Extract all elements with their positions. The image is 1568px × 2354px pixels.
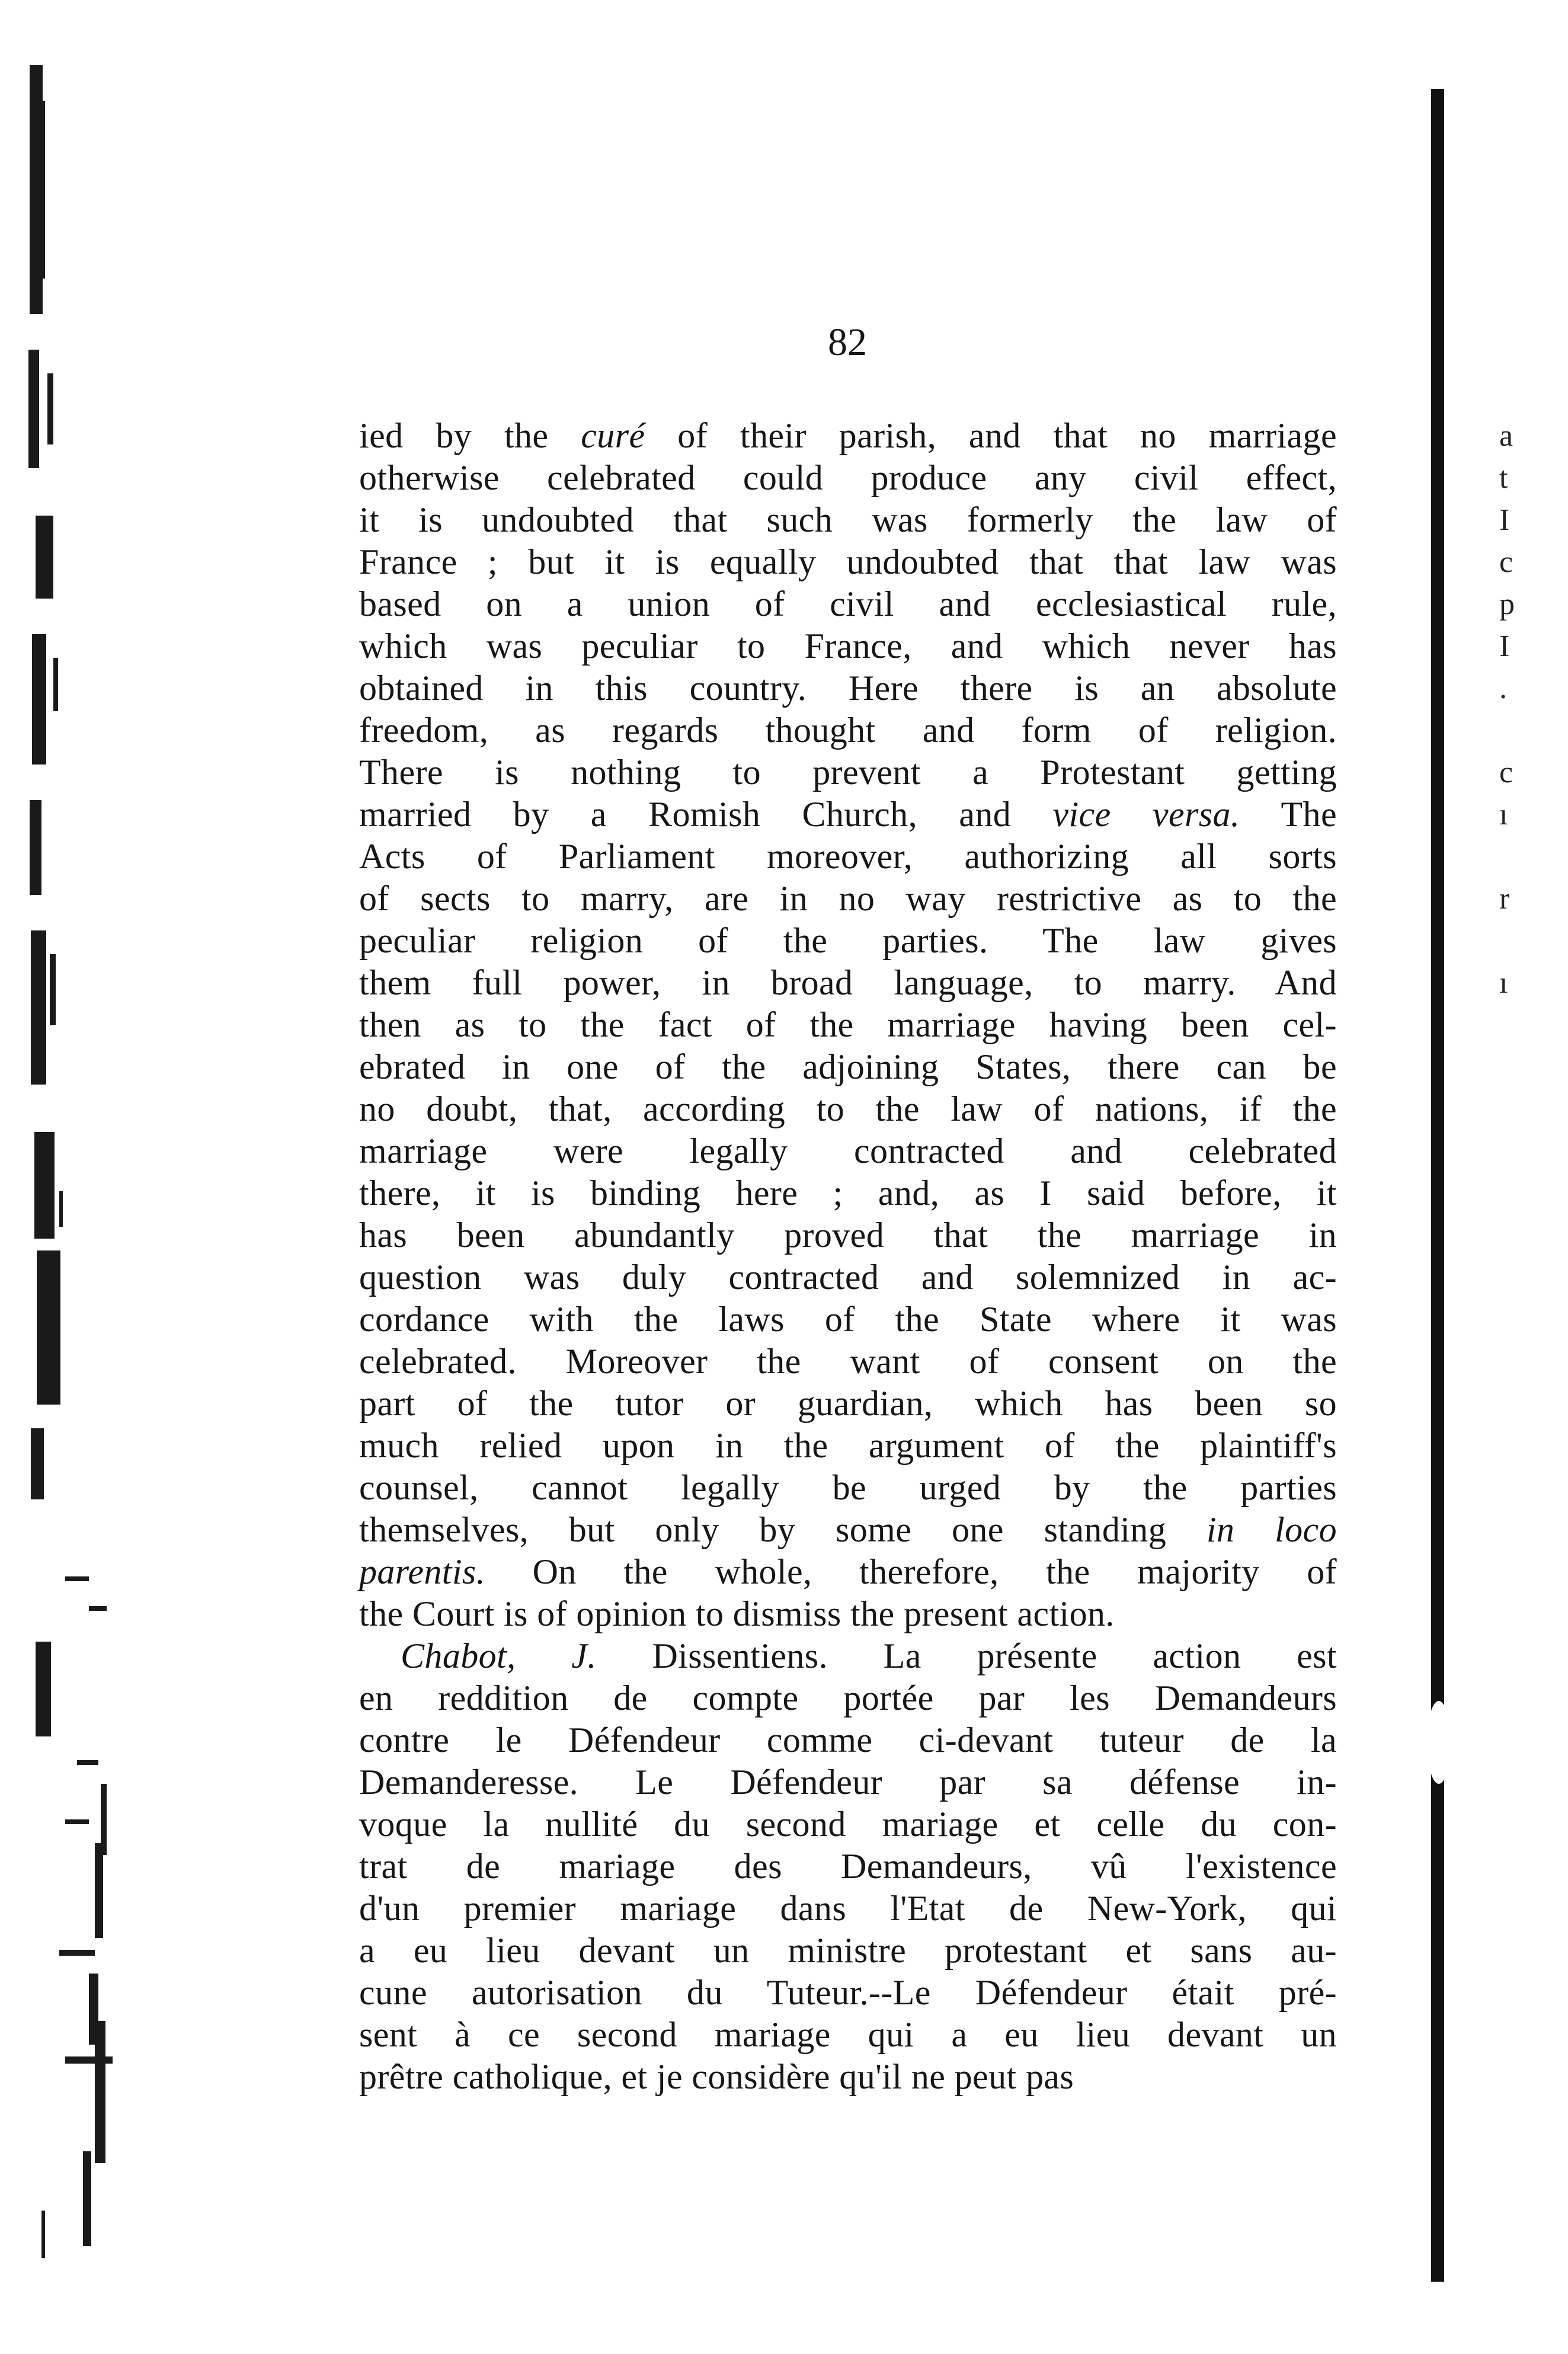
page-edge-notch — [1427, 1701, 1451, 1784]
text-run: France ; but it is equally undoubted that that law was — [359, 542, 1337, 581]
body-text — [359, 415, 1337, 2098]
text-run: married by a Romish Church, and — [359, 795, 1053, 834]
text-line — [359, 1004, 1337, 1046]
text-run: of sects to marry, are in no way restrictive as to the — [359, 879, 1337, 918]
text-run: d'un premier mariage dans l'Etat de New-York, qui — [359, 1889, 1337, 1928]
text-run: question was duly contracted and solemnized in ac- — [359, 1258, 1337, 1297]
text-line — [359, 1593, 1337, 1635]
text-run: a eu lieu devant un ministre protestant et sans au- — [359, 1931, 1337, 1970]
text-run: the Court is of opinion to dismiss the present action. — [359, 1594, 1115, 1633]
text-run: based on a union of civil and ecclesiastical rule, — [359, 584, 1337, 623]
text-line — [359, 1256, 1337, 1298]
gutter-mark — [53, 658, 58, 711]
text-line — [359, 1425, 1337, 1467]
text-line — [359, 1214, 1337, 1256]
italic-run: curé — [581, 416, 645, 455]
text-run: en reddition de compte portée par les Demandeurs — [359, 1678, 1337, 1717]
text-line — [359, 920, 1337, 962]
text-run: part of the tutor or guardian, which has been so — [359, 1384, 1337, 1423]
facing-page-fragments — [1499, 415, 1547, 1956]
text-line — [359, 1298, 1337, 1341]
bleed-fragment — [1499, 836, 1547, 878]
text-line — [359, 1635, 1337, 1677]
text-line — [359, 1972, 1337, 2014]
text-run: ied by the — [359, 416, 581, 455]
text-run: There is nothing to prevent a Protestant getting — [359, 753, 1337, 792]
text-line — [359, 794, 1337, 836]
bleed-fragment: p — [1499, 587, 1515, 621]
text-line — [359, 667, 1337, 709]
text-line — [359, 1719, 1337, 1761]
bleed-fragment: . — [1499, 671, 1507, 705]
bleed-fragment: I — [1499, 503, 1510, 537]
text-line — [359, 878, 1337, 920]
text-line — [359, 415, 1337, 457]
text-line — [359, 2014, 1337, 2056]
gutter-mark — [36, 1642, 51, 1736]
gutter-mark — [36, 516, 53, 599]
text-run: there, it is binding here ; and, as I said before, it — [359, 1173, 1337, 1213]
text-line — [359, 1888, 1337, 1930]
gutter-mark — [59, 1950, 95, 1956]
bleed-fragment: c — [1499, 756, 1513, 789]
text-line — [359, 1383, 1337, 1425]
page-number: 82 — [828, 321, 867, 364]
text-run: it is undoubted that such was formerly the law of — [359, 500, 1337, 539]
text-run: counsel, cannot legally be urged by the parties — [359, 1468, 1337, 1507]
text-run: then as to the fact of the marriage having been cel- — [359, 1005, 1337, 1044]
gutter-mark — [89, 1606, 107, 1611]
text-run: Dissentiens. La présente action est — [596, 1636, 1337, 1675]
text-line — [359, 1130, 1337, 1172]
text-line — [359, 625, 1337, 667]
gutter-mark — [30, 800, 41, 895]
italic-run: Chabot, J. — [401, 1636, 597, 1675]
text-run: The — [1240, 795, 1337, 834]
gutter-mark — [34, 1132, 55, 1239]
text-run: cune autorisation du Tuteur.--Le Défendeur était pré- — [359, 1973, 1337, 2012]
text-line — [359, 583, 1337, 625]
text-line — [359, 457, 1337, 499]
gutter-mark — [41, 101, 45, 279]
text-run: contre le Défendeur comme ci-devant tuteur de la — [359, 1720, 1337, 1760]
gutter-mark — [30, 65, 43, 314]
text-run: which was peculiar to France, and which never has — [359, 626, 1337, 666]
text-run: celebrated. Moreover the want of consent on the — [359, 1342, 1337, 1381]
text-run: On the whole, therefore, the majority of — [485, 1552, 1337, 1591]
gutter-mark — [31, 1428, 44, 1499]
italic-run: in loco — [1206, 1510, 1337, 1549]
text-run: cordance with the laws of the State where it was — [359, 1300, 1337, 1339]
bleed-fragment: ı — [1499, 966, 1508, 1000]
text-line — [359, 1846, 1337, 1888]
text-line — [359, 1551, 1337, 1593]
text-line — [359, 1341, 1337, 1383]
text-run: trat de mariage des Demandeurs, vû l'existence — [359, 1847, 1337, 1886]
text-line — [359, 962, 1337, 1004]
text-line — [359, 1803, 1337, 1846]
gutter-mark — [41, 2211, 45, 2258]
text-line — [359, 836, 1337, 878]
text-line — [359, 1046, 1337, 1088]
gutter-mark — [31, 930, 46, 1085]
bleed-fragment: ı — [1499, 798, 1508, 831]
gutter-mark — [95, 1843, 103, 1938]
text-line — [359, 541, 1337, 583]
bleed-fragment — [1499, 709, 1547, 751]
text-run: Demanderesse. Le Défendeur par sa défense in- — [359, 1763, 1337, 1802]
gutter-mark — [32, 634, 46, 765]
gutter-mark — [65, 1576, 89, 1581]
text-run: Acts of Parliament moreover, authorizing all sorts — [359, 837, 1337, 876]
text-run: has been abundantly proved that the marriage in — [359, 1216, 1337, 1255]
text-line — [359, 1509, 1337, 1551]
text-line — [359, 1088, 1337, 1130]
text-run: of their parish, and that no marriage — [645, 416, 1337, 455]
text-line — [359, 1467, 1337, 1509]
text-run: no doubt, that, according to the law of nations, if the — [359, 1089, 1337, 1128]
italic-run: vice versa. — [1052, 795, 1240, 834]
page-edge-rule — [1431, 89, 1444, 2282]
text-run: otherwise celebrated could produce any civil effect, — [359, 458, 1337, 497]
text-run: much relied upon in the argument of the plaintiff's — [359, 1426, 1337, 1465]
gutter-mark — [95, 2021, 105, 2163]
gutter-mark — [83, 2151, 91, 2246]
italic-run: parentis. — [359, 1552, 486, 1591]
text-line — [359, 1930, 1337, 1972]
text-run: sent à ce second mariage qui a eu lieu devant un — [359, 2015, 1337, 2054]
gutter-mark — [47, 373, 53, 444]
bleed-fragment: a — [1499, 419, 1513, 453]
gutter-mark — [28, 350, 39, 468]
text-run: peculiar religion of the parties. The law gives — [359, 921, 1337, 960]
gutter-mark — [65, 1819, 89, 1824]
text-run: voque la nullité du second mariage et celle du con- — [359, 1805, 1337, 1844]
text-line — [359, 1761, 1337, 1803]
text-line — [359, 499, 1337, 541]
text-line — [359, 751, 1337, 794]
binding-gutter-shadow — [24, 65, 119, 2222]
gutter-mark — [77, 1760, 98, 1765]
gutter-mark — [65, 2056, 113, 2064]
bleed-fragment — [1499, 920, 1547, 962]
bleed-fragment: r — [1499, 882, 1510, 916]
bleed-fragment: t — [1499, 461, 1508, 495]
text-line — [359, 709, 1337, 751]
text-run: obtained in this country. Here there is an absolute — [359, 669, 1337, 708]
text-run: marriage were legally contracted and celebrated — [359, 1131, 1337, 1170]
text-line — [359, 1677, 1337, 1719]
text-run: freedom, as regards thought and form of religion. — [359, 711, 1337, 750]
text-line — [359, 1172, 1337, 1214]
gutter-mark — [37, 1250, 60, 1405]
text-run: themselves, but only by some one standing — [359, 1510, 1207, 1549]
gutter-mark — [50, 954, 56, 1025]
text-run: them full power, in broad language, to marry. And — [359, 963, 1337, 1002]
text-run: ebrated in one of the adjoining States, there can be — [359, 1047, 1337, 1086]
text-run: prêtre catholique, et je considère qu'il ne peut pas — [359, 2057, 1074, 2096]
bleed-fragment: I — [1499, 629, 1510, 663]
bleed-fragment: c — [1499, 545, 1513, 579]
gutter-mark — [59, 1191, 63, 1227]
text-line — [359, 2056, 1337, 2098]
